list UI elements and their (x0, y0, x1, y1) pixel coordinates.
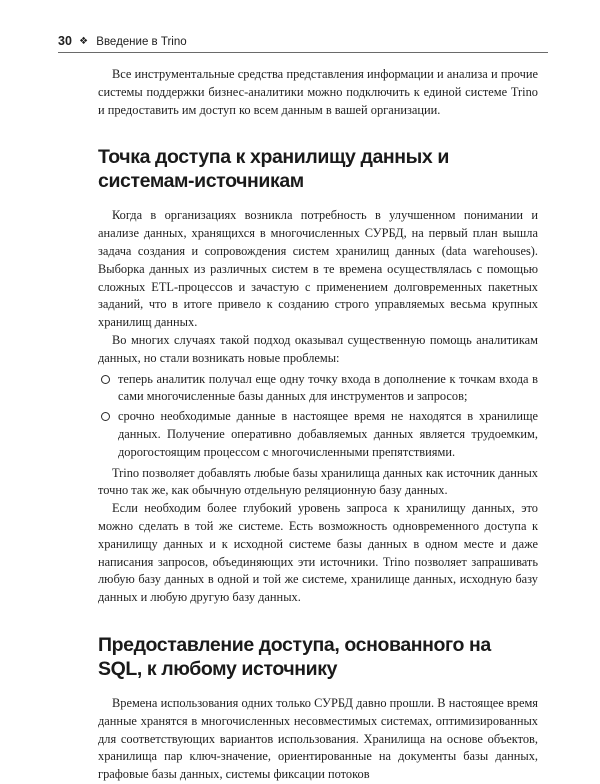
body-paragraph: Trino позволяет добавлять любые базы хранилища данных как источник данных точно так же, как обычную отдельную реляционную базу данных. (98, 465, 538, 498)
body-paragraph: Во многих случаях такой подход оказывал существенную помощь аналитикам данных, но стали возникать новые проблемы: (98, 332, 538, 365)
section-heading: Предоставление доступа, основанного на SQL, к любому источнику (98, 633, 491, 680)
body-paragraph: Времена использования одних только СУРБД давно прошли. В настоящее время данные хранятся в многочисленных несовместимых системах, оптимизированных для соответствующих вариантов использования. Хранилища на основе объектов, хранилища пар ключ-значение, ориентированные на документы базы данных, графовые базы данных, системы фиксации потоков (98, 695, 538, 782)
list-item-text: теперь аналитик получал еще одну точку входа в дополнение к точкам входа в сами многочисленные базы данных для инструментов и запросов; (118, 371, 538, 404)
diamond-ornament-icon: ❖ (79, 36, 89, 47)
list-item (98, 371, 538, 407)
body-paragraph: Если необходим более глубокий уровень запроса к хранилищу данных, это можно сделать в той же системе. Есть возможность одновременного доступа к хранилищу данных и к исходной системе базы данных в одном месте и даже написания запросов, объединяющих эти источники. Trino позволяет запрашивать любую базу данных в одной и той же системе, хранилище данных, исходную базу данных и любую другую базу данных. (98, 501, 538, 605)
bullet-list (98, 371, 538, 462)
intro-paragraph: Все инструментальные средства представления информации и анализа и прочие системы поддержки бизнес-аналитики можно подключить к единой системе Trino и предоставить им доступ ко всем данным в вашей организации. (98, 67, 538, 117)
running-head (58, 30, 548, 53)
page-number: 30 (58, 34, 72, 48)
body-paragraph: Когда в организациях возникла потребность в улучшенном понимании и анализе данных, хранящихся в многочисленных СУРБД, на первый план вышла задача создания и сопровождения систем хранилищ данных (data warehouses). Выборка данных из различных систем в те времена осуществлялась с помощью сложных ETL-процессов и зачастую с применением долговременных пакетных заданий, что в итоге привело к созданию строго управляемых весьма крупных хранилищ данных. (98, 208, 538, 330)
page-content (98, 66, 538, 784)
list-item-text: срочно необходимые данные в настоящее время не находятся в хранилище данных. Получение оперативно добавляемых данных является трудоемким, дорогостоящим процессом с многочисленными препятствиями. (118, 409, 538, 459)
section-heading: Точка доступа к хранилищу данных и системам-источникам (98, 146, 449, 193)
circle-bullet-icon (101, 375, 110, 384)
circle-bullet-icon (101, 412, 110, 421)
chapter-title: Введение в Trino (96, 36, 187, 48)
list-item (98, 408, 538, 461)
